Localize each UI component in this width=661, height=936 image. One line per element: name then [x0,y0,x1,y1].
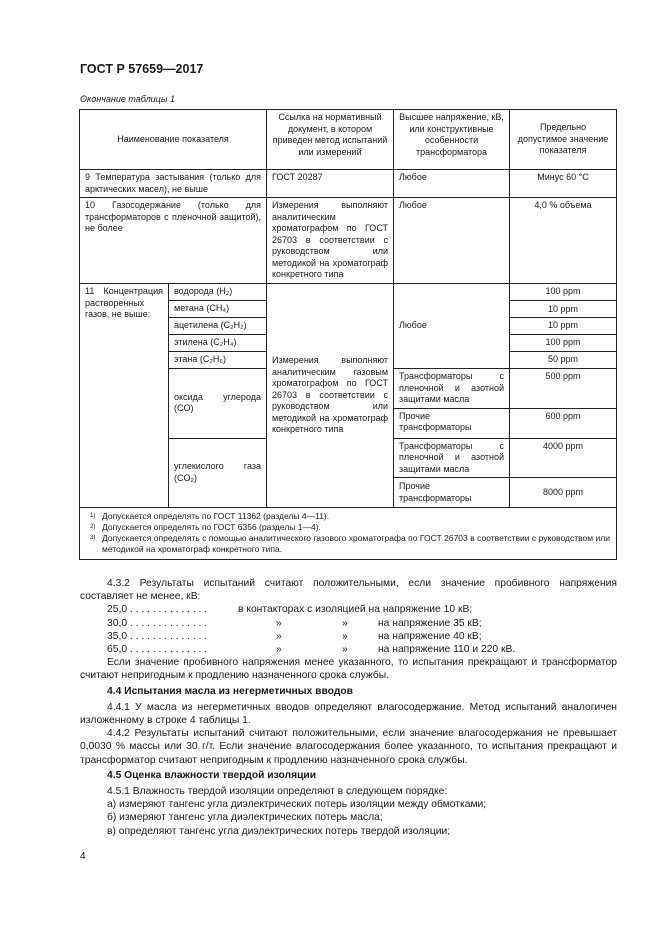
gas-co2: углекислого газа (CO₂) [169,438,267,508]
table-header-row [80,110,617,170]
footnote-2: 2) Допускается определять по ГОСТ 6356 (разделы 1—4). [90,522,321,532]
gas-c2h6: этана (C₂H₆) [169,352,267,369]
gas-c2h2: ацетилена (C₂H₂) [169,318,267,335]
heading-4-5: 4.5 Оценка влажности твердой изоляции [107,769,317,781]
paragraph-4-4-1: 4.4.1 У масла из негерметичных вводов определяют влагосодержание. Метод испытаний аналогичен изложенному в строке 4 таблицы 1. [80,701,617,726]
col-header-limit: Предельно допустимое значение показателя [510,110,617,170]
list-item: а) измеряют тангенс угла диэлектрических потерь изоляции между обмотками; [107,799,487,811]
col-header-voltage: Высшее напряжение, кВ, или конструктивные особенности трансформатора [394,110,510,170]
co-film-type: Трансформаторы с пленочной и азотной защитами масла [394,369,510,409]
footnote-3: 3) Допускается определять с помощью аналитического газового хроматографа по ГОСТ 26703 в соответствии с руководством или методикой на хроматограф конкретного типа. [90,533,611,554]
table-row [80,198,617,284]
limit-h2: 100 ppm [510,284,617,301]
row10-voltage: Любое [394,198,510,284]
body-text [80,577,617,838]
table-footnotes [80,508,617,560]
list-item: 25,0 . . . . . . . . . . . . . . в контакторах с изоляцией на напряжение 10 кВ; [107,604,473,616]
row9-ref: ГОСТ 20287 [267,170,394,198]
document-header: ГОСТ Р 57659—2017 [80,62,204,76]
row9-limit: Минус 60 °С [510,170,617,198]
gas-h2: водорода (H₂) [169,284,267,301]
footnotes-row [80,508,617,560]
row11-ref: Измерения выполняют аналитическим газовым хроматографом по ГОСТ 26703 в соответствии с руководством или методикой на хроматограф конкретного типа [267,284,394,508]
paragraph-4-5-1: 4.5.1 Влажность твердой изоляции определяют в следующем порядке: [107,785,448,797]
col-header-name: Наименование показателя [80,110,267,170]
row9-name: 9 Температура застывания (только для арктических масел), не выше [80,170,267,198]
list-item: в) определяют тангенс угла диэлектрических потерь твердой изоляции; [107,825,451,837]
paragraph-4-3-2-cont: Если значение пробивного напряжения менее указанного, то испытания прекращают и трансформатор считают непригодным к продлению назначенного срока службы. [80,657,617,682]
gas-co: оксида углерода (CO) [169,369,267,439]
table-caption: Окончание таблицы 1 [80,94,175,104]
row10-name: 10 Газосодержание (только для трансформаторов с пленочной защитой), не более [80,198,267,284]
row10-ref: Измерения выполняют аналитическим хроматографом по ГОСТ 26703 в соответствии с руководством или методикой на хроматограф конкретного типа [267,198,394,284]
list-item: 30,0 . . . . . . . . . . . . . . » » на напряжение 35 кВ; [107,617,482,629]
limit-co2-other: 8000 ppm [510,478,617,508]
voltage-list [80,603,617,656]
page-number: 4 [80,851,86,862]
properties-table [79,109,617,560]
table-row [80,284,617,301]
list-item: б) измеряют тангенс угла диэлектрических потерь масла; [107,812,383,824]
co-other-type: Прочие трансформаторы [394,408,510,438]
limit-co-film: 500 ppm [510,369,617,409]
row9-voltage: Любое [394,170,510,198]
limit-c2h4: 100 ppm [510,335,617,352]
col-header-ref: Ссылка на нормативный документ, в котором приведен метод испытаний или измерений [267,110,394,170]
paragraph-4-4-2: 4.4.2 Результаты испытаний считают положительными, если значение влагосодержания не превышает 0,0030 % массы или 30 г/т. Если значение влагосодержания более указанного, то испытания прекращают и трансформатор считают непригодным к продлению назначенного срока службы. [80,728,617,766]
limit-co-other: 600 ppm [510,408,617,438]
footnote-1: 1) Допускается определять по ГОСТ 11362 (разделы 4—11). [90,511,330,521]
co2-film-type: Трансформаторы с пленочной и азотной защитами масла [394,438,510,478]
row11-voltage-any: Любое [394,284,510,369]
list-item: 35,0 . . . . . . . . . . . . . . » » на напряжение 40 кВ; [107,630,482,642]
gas-ch4: метана (CH₄) [169,301,267,318]
limit-c2h2: 10 ppm [510,318,617,335]
paragraph-4-3-2: 4.3.2 Результаты испытаний считают положительными, если значение пробивного напряжения составляет не менее, кВ: [80,578,617,603]
limit-co2-film: 4000 ppm [510,438,617,478]
list-item: 65,0 . . . . . . . . . . . . . . » » на напряжение 110 и 220 кВ. [107,643,516,655]
table-row [80,170,617,198]
heading-4-4: 4.4 Испытания масла из негерметичных вводов [107,685,353,697]
row10-limit: 4,0 % объема [510,198,617,284]
limit-c2h6: 50 ppm [510,352,617,369]
limit-ch4: 10 ppm [510,301,617,318]
co2-other-type: Прочие трансформаторы [394,478,510,508]
row11-name: 11 Концентрация растворенных газов, не выше: [80,284,169,508]
gas-c2h4: этилена (C₂H₄) [169,335,267,352]
